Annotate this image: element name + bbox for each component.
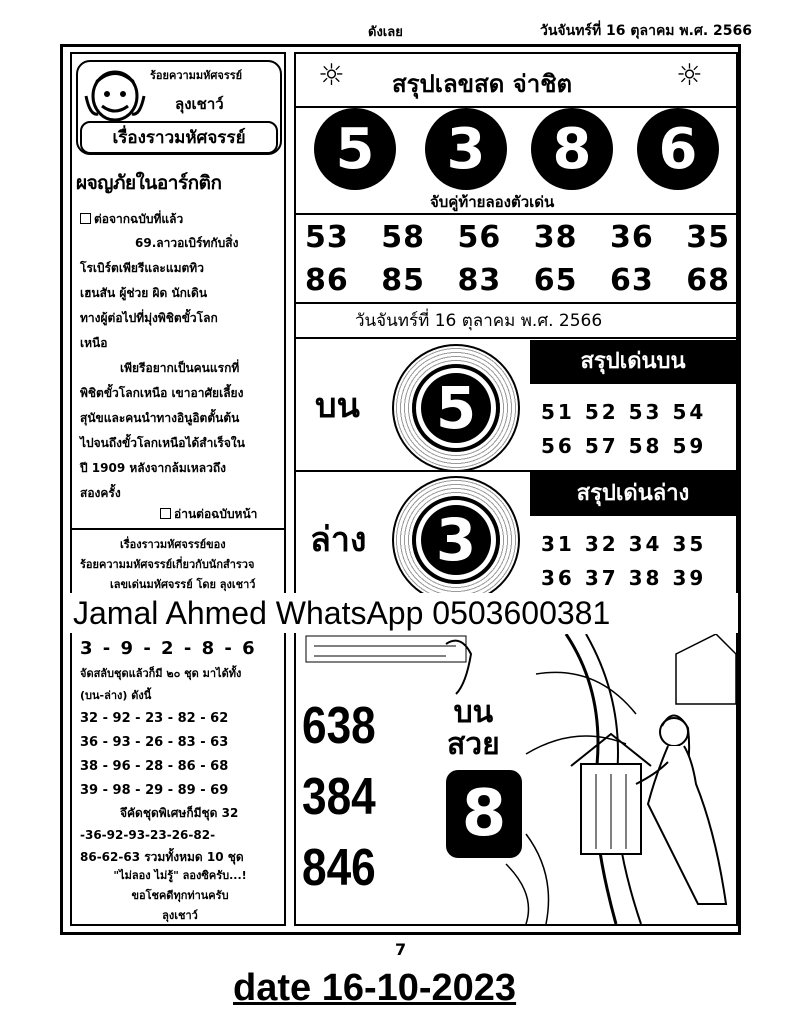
continued-next: อ่านต่อฉบับหน้า: [160, 502, 257, 527]
article-headline: ผจญภัยในอาร์กติก: [76, 172, 222, 194]
pairs-row-2: [305, 263, 730, 298]
main-digit: 5: [314, 108, 396, 190]
lower-word: ล่าง: [310, 520, 367, 560]
pairs-row-1: [305, 220, 730, 255]
pair-number: 56: [457, 220, 502, 255]
three-digit-number: 384: [302, 768, 376, 826]
lower-disc: [392, 476, 520, 604]
closing-text: "ไม่ลอง ไม่รู้" ลองซิครับ...! ขอโชคดีทุกท่านครับ ลุงเชาว์: [113, 869, 247, 922]
pair-number: 58: [381, 220, 425, 255]
sun-icon: ☼: [676, 58, 703, 93]
section-divider: [296, 213, 736, 215]
bon-suay-label: บน สวย: [447, 695, 500, 762]
author-name: ลุงเชาว์: [175, 95, 224, 113]
series-title: เรื่องราวมหัศจรรย์: [80, 121, 278, 154]
digits-header: 3 - 9 - 2 - 8 - 6: [80, 638, 257, 659]
article-paragraph-2: เพียรีอยากเป็นคนแรกที่ พิชิตขั้วโลกเหนือ เขาอาศัยเลี้ยง สุนัขและคนนำทางอินูอิตตั้นต้น ไปจนถึงขั้วโลกเหนือได้สำเร็จใน ปี 1909 หลังจากล้มเหลวถึง สองครั้ง: [80, 361, 245, 500]
page-number: 7: [395, 940, 407, 959]
main-title: สรุปเลขสด จ่าชิต: [392, 70, 573, 98]
list-item: 32 - 92 - 23 - 82 - 62: [80, 711, 229, 726]
pair-number: 63: [610, 263, 654, 298]
continued-from: ต่อจากฉบับที่แล้ว: [80, 207, 280, 232]
lower-numbers: 31 32 34 35 36 37 38 39: [541, 532, 707, 590]
footer-date: date 16-10-2023: [233, 967, 517, 1009]
checkbox-icon: [80, 213, 91, 224]
upper-digit: 5: [421, 373, 491, 443]
three-digit-number: 638: [302, 697, 376, 755]
special-sets: จึคัดชุดพิเศษก็มีชุด 32 -36-92-93-23-26-82- 86-62-63 รวมทั้งหมด 10 ชุด: [80, 806, 244, 864]
author-portrait-icon: [84, 66, 146, 122]
lower-digit: 3: [421, 505, 491, 575]
section-divider: [296, 337, 736, 339]
sun-icon: ☼: [318, 58, 345, 93]
pair-number: 38: [533, 220, 578, 255]
pair-number: 68: [686, 263, 730, 298]
list-item: 38 - 96 - 28 - 86 - 68: [80, 759, 229, 774]
publication-name: ดังเลย: [368, 25, 403, 40]
main-digit: 6: [637, 108, 719, 190]
section2-text: เรื่องราวมหัศจรรย์ของ ร้อยความมหัศจรรย์เกี่ยวกับนักสำรวจ เลขเด่นมหัศจรรย์ โดย ลุงเชาว์: [80, 538, 256, 591]
main-digit: 8: [531, 108, 613, 190]
section-divider: [296, 302, 736, 304]
three-digit-number: 846: [302, 839, 376, 897]
section-divider: [72, 528, 284, 530]
pair-number: 36: [610, 220, 654, 255]
article-paragraph-1: 69.ลาวอเบิร์ทกับสิ่ง โรเบิร์ตเพียรีและแมตทิว เฮนสัน ผู้ช่วย ผิด นักเดิน ทางผู้ต่อไปที่มุ่งพิชิตขั้วโลก เหนือ: [80, 236, 239, 350]
issue-date-line: วันจันทร์ที่ 16 ตุลาคม พ.ศ. 2566: [355, 311, 603, 331]
main-digit: 3: [425, 108, 507, 190]
checkbox-icon: [160, 508, 171, 519]
instruction-text: จัดสลับชุดแล้วก็มี ๒๐ ชุด มาได้ทั้ง (บน-ล่าง) ดังนี้: [80, 667, 242, 702]
series-top-label: ร้อยความมหัศจรรย์: [150, 69, 243, 82]
list-item: 39 - 98 - 29 - 89 - 69: [80, 783, 229, 798]
lower-summary-label: สรุปเด่นล่าง: [530, 472, 736, 516]
pairs-label: จับคู่ท้ายลองตัวเด่น: [430, 193, 555, 211]
header-date: วันจันทร์ที่ 16 ตุลาคม พ.ศ. 2566: [540, 23, 753, 39]
number-sets: [80, 707, 228, 803]
pair-number: 65: [533, 263, 578, 298]
pair-number: 53: [305, 220, 349, 255]
upper-disc: [392, 344, 520, 472]
pair-number: 86: [305, 263, 349, 298]
upper-numbers: 51 52 53 54 56 57 58 59: [541, 400, 707, 458]
list-item: 36 - 93 - 26 - 83 - 63: [80, 735, 229, 750]
pair-number: 35: [686, 220, 730, 255]
suay-digit: 8: [446, 770, 522, 858]
upper-summary-label: สรุปเด่นบน: [530, 340, 736, 384]
pair-number: 85: [381, 263, 425, 298]
upper-word: บน: [315, 386, 360, 426]
pair-number: 83: [457, 263, 502, 298]
contact-banner: Jamal Ahmed WhatsApp 0503600381: [70, 593, 738, 633]
